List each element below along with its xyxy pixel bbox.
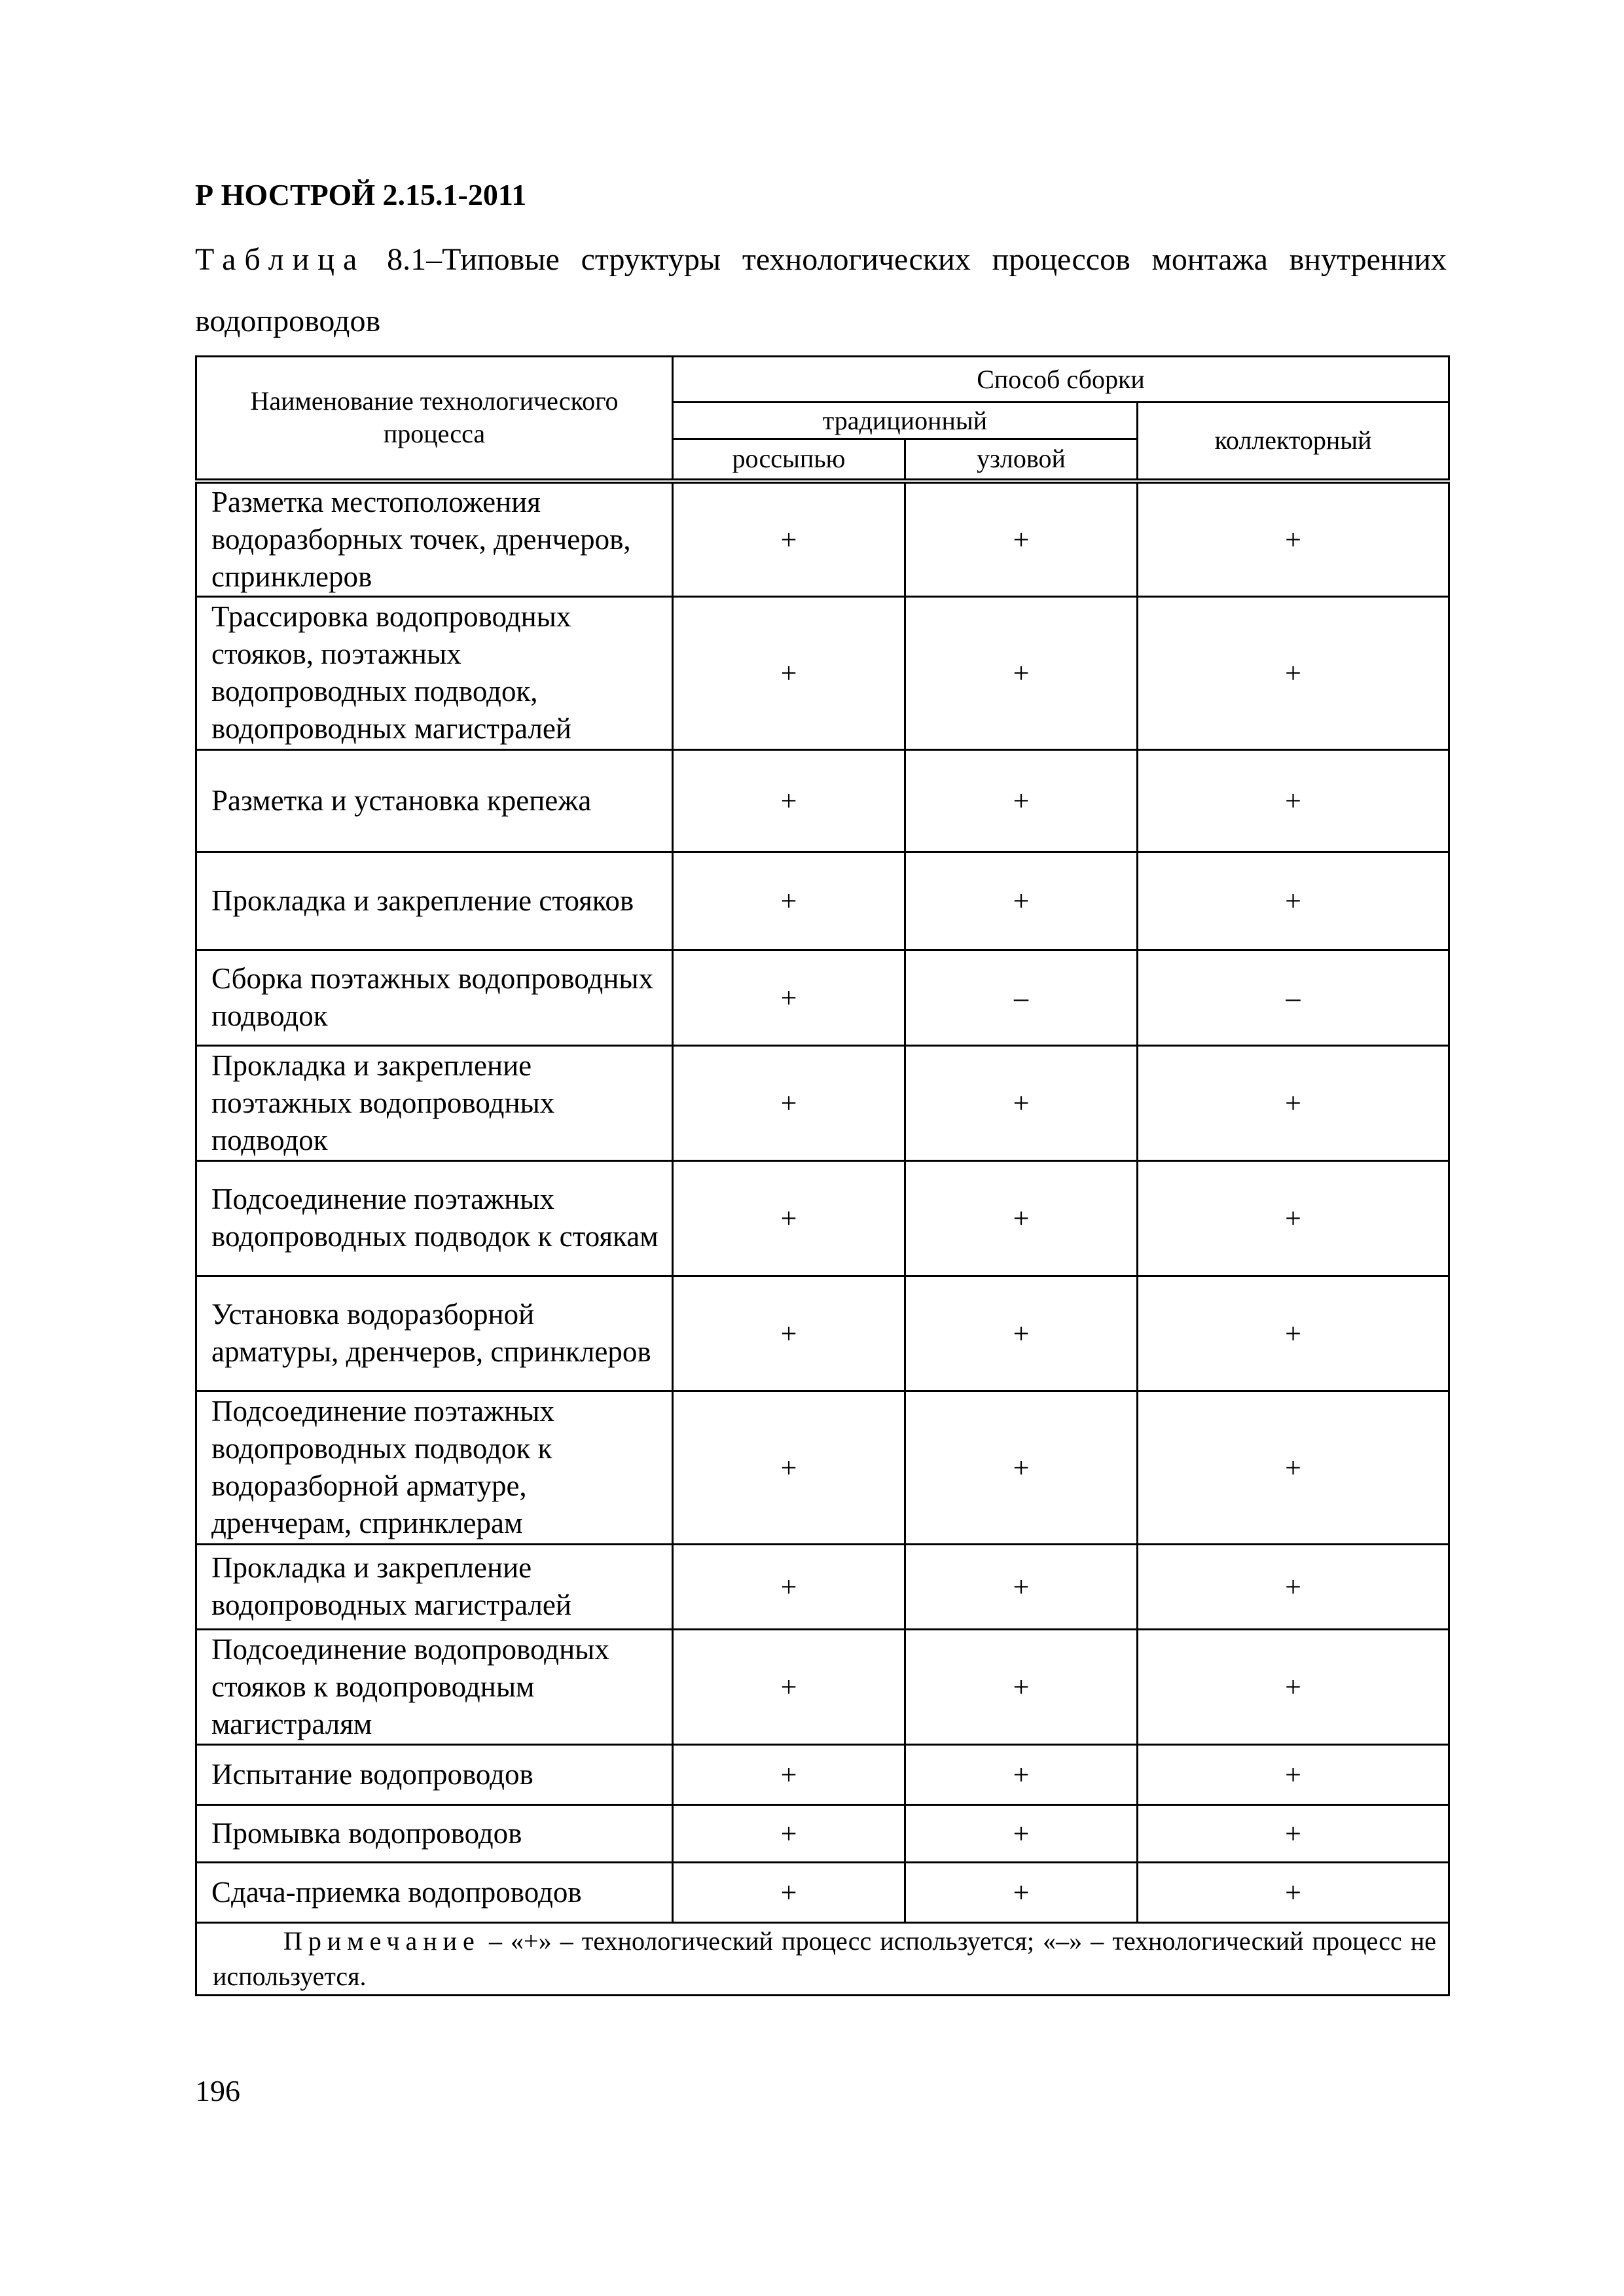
nodal-mark-cell: +: [905, 1744, 1138, 1804]
caption-label: Таблица: [195, 242, 366, 277]
scattered-mark-cell: +: [673, 1862, 905, 1922]
process-name-cell: Сдача-приемка водопроводов: [196, 1862, 673, 1922]
nodal-mark-cell: +: [905, 596, 1138, 749]
process-name-cell: Разметка и установка крепежа: [196, 749, 673, 852]
collector-mark-cell: +: [1138, 1544, 1449, 1629]
process-name-cell: Разметка местоположения водоразборных точек, дренчеров, спринклеров: [196, 481, 673, 597]
caption-dash: –: [426, 242, 442, 277]
process-name-cell: Установка водоразборной арматуры, дренчеров, спринклеров: [196, 1276, 673, 1391]
caption-number: 8.1: [387, 242, 427, 277]
collector-mark-cell: +: [1138, 481, 1449, 597]
collector-mark-cell: +: [1138, 1045, 1449, 1160]
process-name-cell: Промывка водопроводов: [196, 1804, 673, 1862]
header-traditional: традиционный: [673, 403, 1138, 439]
nodal-mark-cell: +: [905, 481, 1138, 597]
table-row: [196, 1544, 1449, 1629]
table-row: [196, 1276, 1449, 1391]
scattered-mark-cell: +: [673, 1391, 905, 1544]
table-row: [196, 596, 1449, 749]
nodal-mark-cell: +: [905, 1276, 1138, 1391]
nodal-mark-cell: +: [905, 1544, 1138, 1629]
header-collector: коллекторный: [1138, 403, 1449, 481]
nodal-mark-cell: –: [905, 950, 1138, 1045]
table-row: [196, 950, 1449, 1045]
process-name-cell: Прокладка и закрепление поэтажных водопроводных подводок: [196, 1045, 673, 1160]
scattered-mark-cell: +: [673, 596, 905, 749]
collector-mark-cell: –: [1138, 950, 1449, 1045]
header-process-name: Наименование технологического процесса: [196, 357, 673, 481]
nodal-mark-cell: +: [905, 749, 1138, 852]
table-row: [196, 481, 1449, 597]
table-caption: [195, 229, 1447, 352]
scattered-mark-cell: +: [673, 1804, 905, 1862]
table-row: [196, 1804, 1449, 1862]
scattered-mark-cell: +: [673, 481, 905, 597]
table-row: [196, 852, 1449, 950]
process-name-cell: Трассировка водопроводных стояков, поэтажных водопроводных подводок, водопроводных магистралей: [196, 596, 673, 749]
table-row: [196, 1160, 1449, 1276]
process-name-cell: Прокладка и закрепление стояков: [196, 852, 673, 950]
table-row: [196, 1744, 1449, 1804]
scattered-mark-cell: +: [673, 852, 905, 950]
collector-mark-cell: +: [1138, 1160, 1449, 1276]
header-scattered: россыпью: [673, 439, 905, 481]
note-label: Примечание: [283, 1926, 480, 1956]
nodal-mark-cell: +: [905, 1629, 1138, 1744]
document-code: Р НОСТРОЙ 2.15.1-2011: [195, 178, 527, 211]
process-structure-table: [195, 355, 1450, 1996]
process-name-cell: Подсоединение поэтажных водопроводных подводок к водоразборной арматуре, дренчерам, спринклерам: [196, 1391, 673, 1544]
collector-mark-cell: +: [1138, 1391, 1449, 1544]
caption-title: Типовые структуры технологических процессов монтажа внутренних водопроводов: [195, 242, 1447, 338]
nodal-mark-cell: +: [905, 1391, 1138, 1544]
scattered-mark-cell: +: [673, 1045, 905, 1160]
collector-mark-cell: +: [1138, 1276, 1449, 1391]
collector-mark-cell: +: [1138, 596, 1449, 749]
process-name-cell: Испытание водопроводов: [196, 1744, 673, 1804]
collector-mark-cell: +: [1138, 1862, 1449, 1922]
table-row: [196, 749, 1449, 852]
scattered-mark-cell: +: [673, 1276, 905, 1391]
note-row: [196, 1922, 1449, 1995]
table-row: [196, 1862, 1449, 1922]
collector-mark-cell: +: [1138, 1629, 1449, 1744]
scattered-mark-cell: +: [673, 749, 905, 852]
scattered-mark-cell: +: [673, 950, 905, 1045]
table-row: [196, 1045, 1449, 1160]
nodal-mark-cell: +: [905, 1862, 1138, 1922]
table-row: [196, 1629, 1449, 1744]
nodal-mark-cell: +: [905, 1045, 1138, 1160]
scattered-mark-cell: +: [673, 1544, 905, 1629]
process-name-cell: Прокладка и закрепление водопроводных магистралей: [196, 1544, 673, 1629]
page-number: 196: [195, 2074, 240, 2108]
collector-mark-cell: +: [1138, 749, 1449, 852]
note-text: – «+» – технологический процесс используется; «–» – технологический процесс не используется.: [213, 1926, 1437, 1991]
collector-mark-cell: +: [1138, 1744, 1449, 1804]
process-name-cell: Подсоединение водопроводных стояков к водопроводным магистралям: [196, 1629, 673, 1744]
table-note: [196, 1922, 1449, 1995]
process-name-cell: Сборка поэтажных водопроводных подводок: [196, 950, 673, 1045]
process-name-cell: Подсоединение поэтажных водопроводных подводок к стоякам: [196, 1160, 673, 1276]
header-nodal: узловой: [905, 439, 1138, 481]
collector-mark-cell: +: [1138, 852, 1449, 950]
nodal-mark-cell: +: [905, 1160, 1138, 1276]
scattered-mark-cell: +: [673, 1160, 905, 1276]
table-row: [196, 1391, 1449, 1544]
collector-mark-cell: +: [1138, 1804, 1449, 1862]
nodal-mark-cell: +: [905, 852, 1138, 950]
scattered-mark-cell: +: [673, 1744, 905, 1804]
header-assembly-method: Способ сборки: [673, 357, 1449, 403]
scattered-mark-cell: +: [673, 1629, 905, 1744]
nodal-mark-cell: +: [905, 1804, 1138, 1862]
